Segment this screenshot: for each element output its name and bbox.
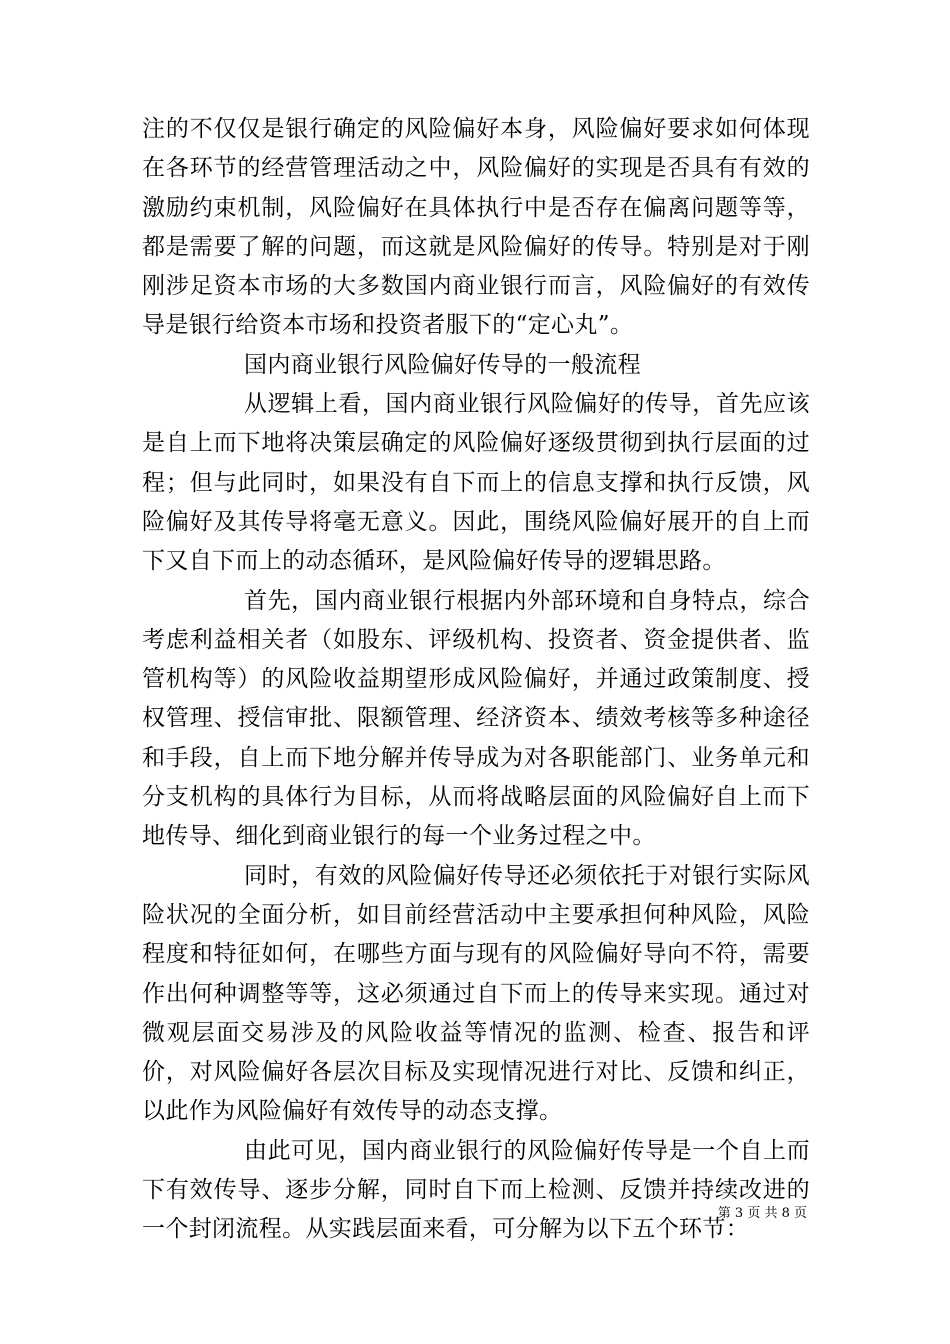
paragraph-top-down: 首先，国内商业银行根据内外部环境和自身特点，综合考虑利益相关者（如股东、评级机构、投资者、资金提供者、监管机构等）的风险收益期望形成风险偏好，并通过政策制度、授权管理、授信审批、限额管理、经济资本、绩效考核等多种途径和手段，自上而下地分解并传导成为对各职能部门、业务单元和分支机构的具体行为目标，从而将战略层面的风险偏好自上而下地传导、细化到商业银行的每一个业务过程之中。 [142,587,810,850]
paragraph-logic: 从逻辑上看，国内商业银行风险偏好的传导，首先应该是自上而下地将决策层确定的风险偏好逐级贯彻到执行层面的过程；但与此同时，如果没有自下而上的信息支撑和执行反馈，风险偏好及其传导将毫无意义。因此，围绕风险偏好展开的自上而下又自下而上的动态循环，是风险偏好传导的逻辑思路。 [142,391,810,575]
page-number-footer: 第 3 页 共 8 页 [717,1206,807,1221]
body-text [142,110,810,1250]
section-heading: 国内商业银行风险偏好传导的一般流程 [244,351,641,378]
paragraph-continuation: 注的不仅仅是银行确定的风险偏好本身，风险偏好要求如何体现在各环节的经营管理活动之中，风险偏好的实现是否具有有效的激励约束机制，风险偏好在具体执行中是否存在偏离问题等等，都是需要了解的问题，而这就是风险偏好的传导。特别是对于刚刚涉足资本市场的大多数国内商业银行而言，风险偏好的有效传导是银行给资本市场和投资者服下的“定心丸”。 [142,116,810,339]
paragraph-bottom-up: 同时，有效的风险偏好传导还必须依托于对银行实际风险状况的全面分析，如目前经营活动中主要承担何种风险，风险程度和特征如何，在哪些方面与现有的风险偏好导向不符，需要作出何种调整等等，这必须通过自下而上的传导来实现。通过对微观层面交易涉及的风险收益等情况的监测、检查、报告和评价，对风险偏好各层次目标及实现情况进行对比、反馈和纠正，以此作为风险偏好有效传导的动态支撑。 [142,862,810,1125]
paragraph-conclusion: 由此可见，国内商业银行的风险偏好传导是一个自上而下有效传导、逐步分解，同时自下而上检测、反馈并持续改进的一个封闭流程。从实践层面来看，可分解为以下五个环节： [142,1137,810,1243]
